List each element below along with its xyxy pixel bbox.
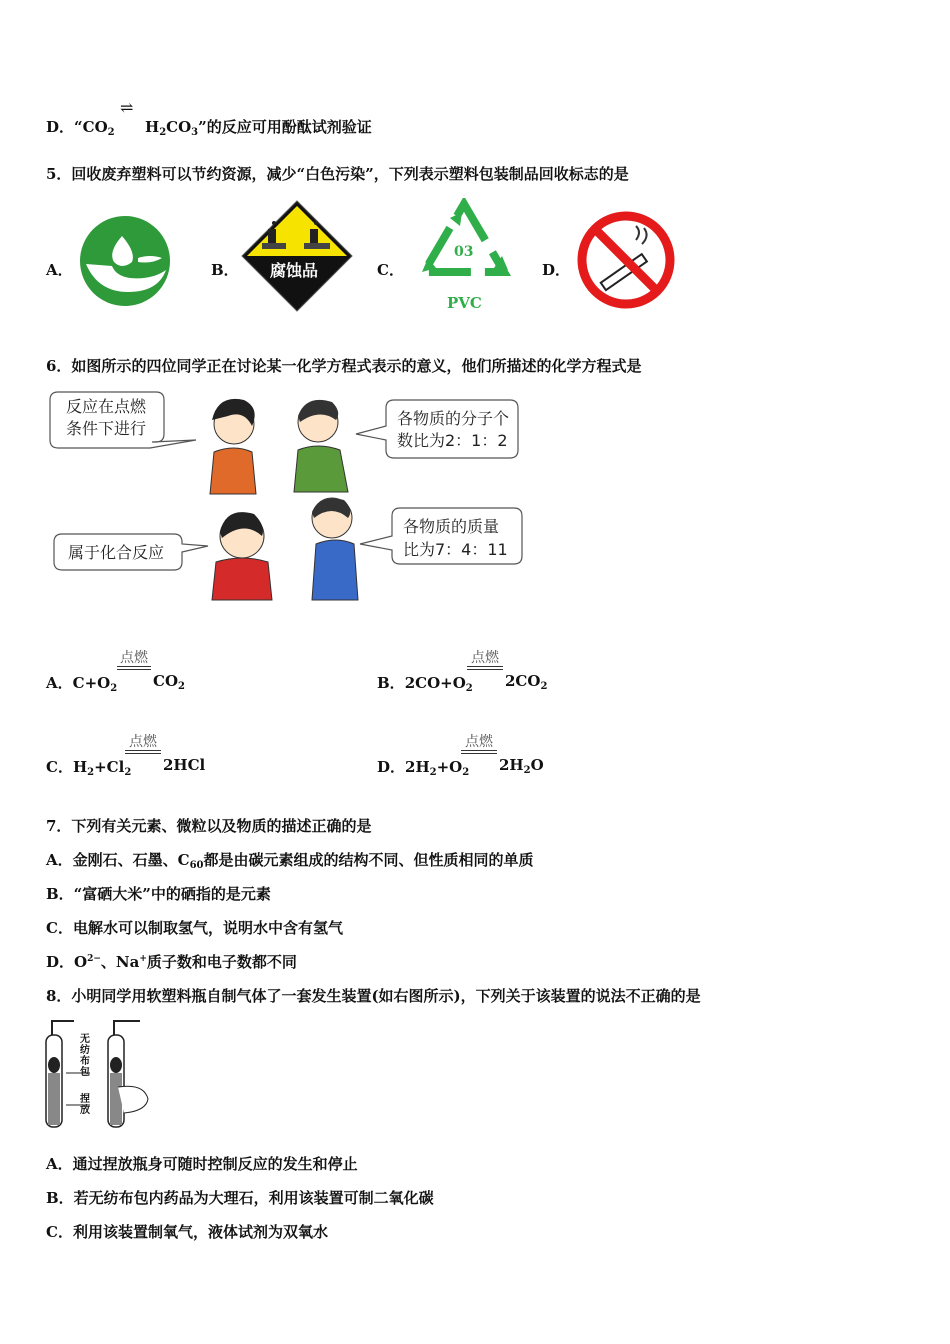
q6-option-a-condition: 点燃 [120,650,148,666]
q6-stem: 6．如图所示的四位同学正在讨论某一化学方程式表示的意义，他们所描述的化学方程式是 [46,357,642,375]
q6-option-b-product: $2CO_2$ [505,672,548,692]
q4-option-d-rest: $H_2CO_3$”的反应可用酚酞试剂验证 [145,118,372,138]
q5-option-a-label: A． [46,261,73,279]
q7-option-c: C．电解水可以制取氢气，说明水中含有氢气 [46,919,343,937]
q5-option-c-label: C． [377,261,404,279]
q6-option-d-product: $2H_2O$ [499,756,544,776]
bubble-1-line-2: 条件下进行 [66,419,147,438]
q6-option-a: A．$C+O_2$ [46,674,118,694]
fig-label-bag: 无纺布包 [80,1034,90,1078]
q6-option-d-equals [461,750,497,754]
bubble-2-line-2: 数比为2：1：2 [397,431,508,450]
q6-option-b-condition: 点燃 [471,650,499,666]
q7-option-d: D．$O^{2-}$、Na+质子数和电子数都不同 [46,953,297,971]
corrosive-sign-icon [240,199,354,313]
q6-option-b-equals [467,666,503,670]
q6-option-c: C．$H_2+Cl_2$ [46,758,132,778]
q4-option-d: D．“$CO_2$ [46,118,115,138]
green-drop-logo-icon [78,214,172,308]
q5-stem: 5．回收废弃塑料可以节约资源，减少“白色污染”，下列表示塑料包装制品回收标志的是 [46,165,629,183]
q7-stem: 7．下列有关元素、微粒以及物质的描述正确的是 [46,817,372,835]
q8-option-c: C．利用该装置制氧气，液体试剂为双氧水 [46,1223,328,1241]
q6-option-c-product: 2HCl [163,756,206,774]
bubble-3: 属于化合反应 [68,543,165,562]
corrosive-sign-text: 腐蚀品 [270,261,319,280]
q7-option-a: A．金刚石、石墨、$C_{60}$都是由碳元素组成的结构不同、但性质相同的单质 [46,851,534,871]
bubble-4-line-1: 各物质的质量 [403,517,500,536]
q6-option-a-product: $CO_2$ [153,672,185,692]
gas-generator-figure [44,1015,150,1135]
q7-option-b: B．“富硒大米”中的硒指的是元素 [46,885,271,903]
q6-option-a-equals [117,666,151,670]
q6-option-c-equals [125,750,161,754]
q6-option-b: B．$2CO+O_2$ [377,674,473,694]
q6-option-d-condition: 点燃 [465,734,493,750]
recycle-code: 03 [454,244,474,260]
bubble-1-line-1: 反应在点燃 [66,397,147,416]
bubble-4-line-2: 比为7：4：11 [403,540,508,559]
recycle-material: PVC [447,294,482,312]
q8-option-a: A．通过捏放瓶身可随时控制反应的发生和停止 [46,1155,358,1173]
bubble-2-line-1: 各物质的分子个 [397,409,510,428]
fig-label-squeeze: 捏放 [80,1094,90,1116]
no-smoking-icon [576,210,676,310]
q8-stem: 8．小明同学用软塑料瓶自制气体了一套发生装置(如右图所示)，下列关于该装置的说法不正确的是 [46,987,701,1005]
reversible-arrow-icon: ⇌ [120,98,134,117]
q6-option-c-condition: 点燃 [129,734,157,750]
q5-option-d-label: D． [542,261,571,279]
q6-option-d: D．$2H_2+O_2$ [377,758,470,778]
q8-option-b: B．若无纺布包内药品为大理石，利用该装置可制二氧化碳 [46,1189,434,1207]
q5-option-b-label: B． [211,261,239,279]
